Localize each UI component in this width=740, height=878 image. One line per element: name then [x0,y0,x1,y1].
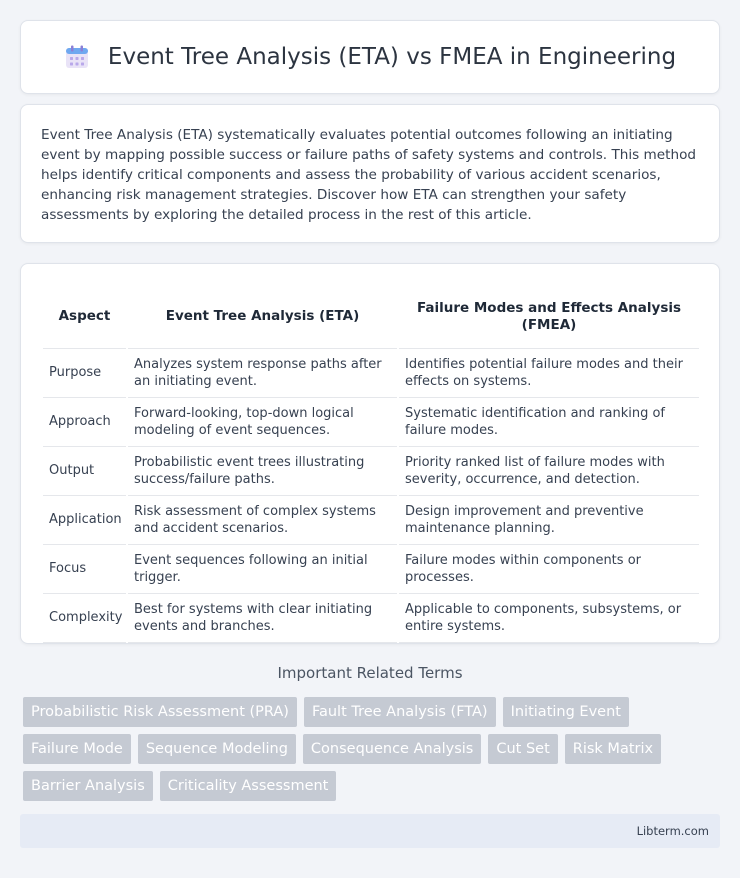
row-fmea: Design improvement and preventive maintenance planning. [398,495,699,544]
row-eta: Analyzes system response paths after an initiating event. [127,348,398,397]
related-term-tag[interactable]: Sequence Modeling [138,734,296,764]
related-term-tag[interactable]: Criticality Assessment [160,771,337,801]
header-card [20,20,720,94]
related-term-tag[interactable]: Cut Set [488,734,557,764]
row-fmea: Applicable to components, subsystems, or entire systems. [398,593,699,642]
row-fmea: Identifies potential failure modes and their effects on systems. [398,348,699,397]
comparison-card [20,263,720,644]
intro-text: Event Tree Analysis (ETA) systematically evaluates potential outcomes following an initiating event by mapping possible success or failure paths of safety systems and controls. This method helps identify critical components and assess the probability of various accident scenarios, enhancing risk management strategies. Discover how ETA can strengthen your safety assessments by exploring the detailed process in the rest of this article. [41,127,697,223]
related-terms-list [23,697,719,801]
row-fmea: Failure modes within components or processes. [398,544,699,593]
page-title: Event Tree Analysis (ETA) vs FMEA in Engineering [107,44,677,70]
header-eta: Event Tree Analysis (ETA) [127,286,398,348]
row-fmea: Systematic identification and ranking of failure modes. [398,397,699,446]
related-term-tag[interactable]: Consequence Analysis [303,734,481,764]
intro-card [20,104,720,243]
row-eta: Event sequences following an initial trigger. [127,544,398,593]
row-eta: Risk assessment of complex systems and accident scenarios. [127,495,398,544]
header-aspect: Aspect [43,286,127,348]
row-aspect: Application [43,495,127,544]
row-aspect: Output [43,446,127,495]
row-eta: Best for systems with clear initiating events and branches. [127,593,398,642]
table-row [43,495,699,544]
header-fmea: Failure Modes and Effects Analysis (FMEA) [398,286,699,348]
related-term-tag[interactable]: Fault Tree Analysis (FTA) [304,697,496,727]
table-row [43,593,699,642]
related-term-tag[interactable]: Failure Mode [23,734,131,764]
comparison-table [43,286,699,643]
row-aspect: Focus [43,544,127,593]
row-eta: Forward-looking, top-down logical modeling of event sequences. [127,397,398,446]
table-row [43,446,699,495]
row-aspect: Complexity [43,593,127,642]
footer-site-link[interactable]: Libterm.com [636,824,709,838]
table-row [43,544,699,593]
table-row [43,397,699,446]
row-aspect: Approach [43,397,127,446]
table-row [43,348,699,397]
related-terms-title: Important Related Terms [277,664,463,682]
row-aspect: Purpose [43,348,127,397]
row-eta: Probabilistic event trees illustrating success/failure paths. [127,446,398,495]
table-header-row [43,286,699,348]
related-term-tag[interactable]: Initiating Event [503,697,629,727]
footer [20,814,720,848]
related-term-tag[interactable]: Probabilistic Risk Assessment (PRA) [23,697,297,727]
row-fmea: Priority ranked list of failure modes with severity, occurrence, and detection. [398,446,699,495]
calendar-icon [64,44,90,70]
related-term-tag[interactable]: Barrier Analysis [23,771,153,801]
related-term-tag[interactable]: Risk Matrix [565,734,661,764]
